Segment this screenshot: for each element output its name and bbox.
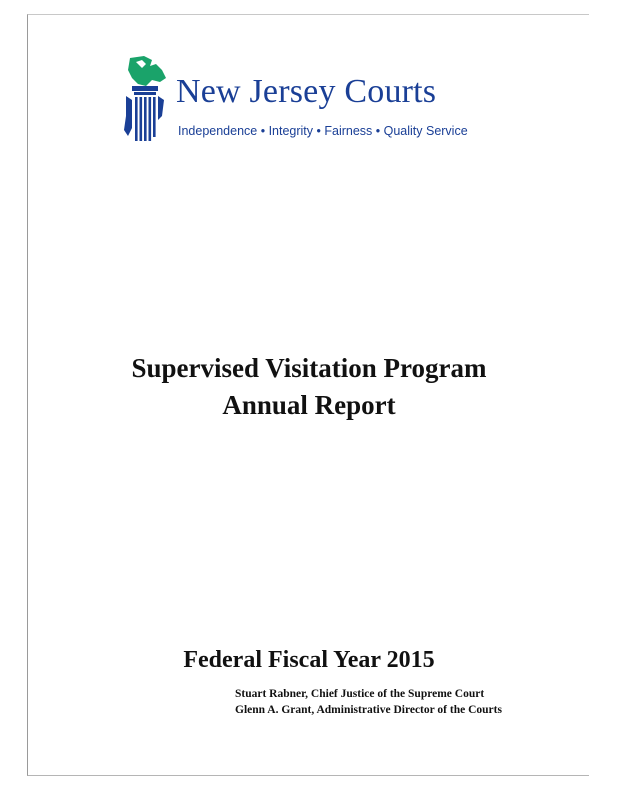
officials-list [235,686,575,718]
nj-courts-logo [122,56,482,156]
report-title [0,350,618,424]
official-administrative-director: Glenn A. Grant, Administrative Director of the Courts [235,704,502,716]
logo-tagline: Independence • Integrity • Fairness • Quality Service [178,124,468,138]
report-title-line-1: Supervised Visitation Program [131,353,487,383]
official-chief-justice: Stuart Rabner, Chief Justice of the Supreme Court [235,688,485,700]
report-title-line-2: Annual Report [222,390,396,420]
nj-state-column-icon [122,56,174,152]
logo-name: New Jersey Courts [176,73,437,110]
fiscal-year-heading: Federal Fiscal Year 2015 [183,647,435,673]
